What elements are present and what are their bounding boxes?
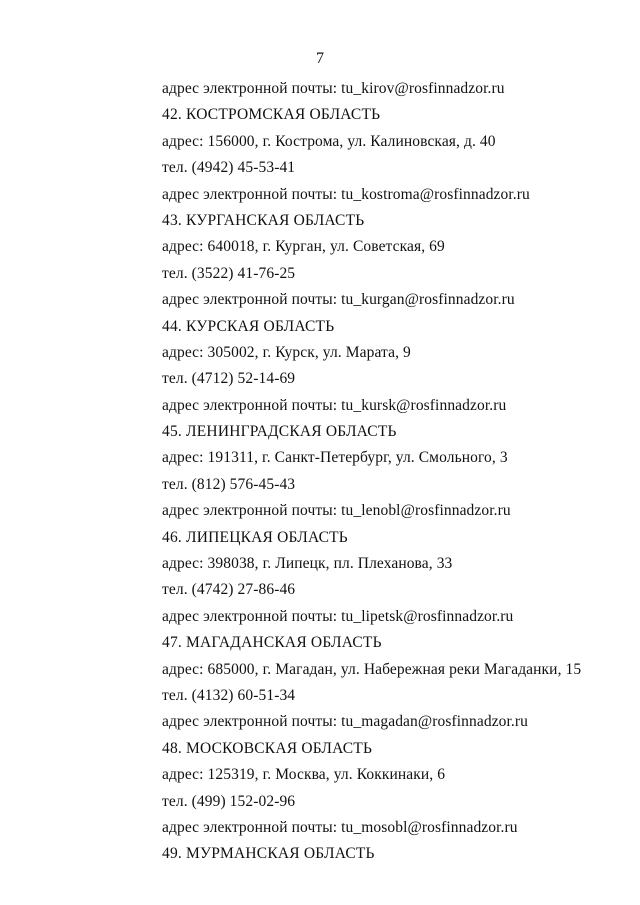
document-line: адрес: 398038, г. Липецк, пл. Плеханова, 33 <box>162 555 453 573</box>
document-line: адрес: 156000, г. Кострома, ул. Калиновская, д. 40 <box>162 132 496 150</box>
document-line: адрес: 191311, г. Санкт-Петербург, ул. Смольного, 3 <box>162 449 508 467</box>
contact-list <box>162 76 632 868</box>
document-line: адрес электронной почты: tu_lipetsk@rosfinnadzor.ru <box>162 607 514 625</box>
document-line: адрес электронной почты: tu_mosobl@rosfinnadzor.ru <box>162 818 518 836</box>
document-line: адрес электронной почты: tu_kirov@rosfinnadzor.ru <box>162 80 505 97</box>
region-heading: 48. МОСКОВСКАЯ ОБЛАСТЬ <box>162 739 373 757</box>
region-heading: 43. КУРГАНСКАЯ ОБЛАСТЬ <box>162 211 365 229</box>
document-line: адрес: 125319, г. Москва, ул. Коккинаки, 6 <box>162 766 446 784</box>
document-line: тел. (812) 576-45-43 <box>162 475 296 493</box>
document-line: тел. (499) 152-02-96 <box>162 792 296 810</box>
document-line: адрес электронной почты: tu_kurgan@rosfinnadzor.ru <box>162 291 515 309</box>
document-line: адрес: 305002, г. Курск, ул. Марата, 9 <box>162 343 411 361</box>
region-heading: 49. МУРМАНСКАЯ ОБЛАСТЬ <box>162 845 375 863</box>
document-line: адрес электронной почты: tu_kostroma@rosfinnadzor.ru <box>162 185 530 203</box>
document-line: адрес: 640018, г. Курган, ул. Советская, 69 <box>162 238 445 256</box>
document-line: адрес: 685000, г. Магадан, ул. Набережная реки Магаданки, 15 <box>162 660 582 678</box>
document-line: тел. (4132) 60-51-34 <box>162 686 296 704</box>
document-line: тел. (4712) 52-14-69 <box>162 370 296 388</box>
document-line: тел. (4742) 27-86-46 <box>162 581 296 599</box>
region-heading: 47. МАГАДАНСКАЯ ОБЛАСТЬ <box>162 634 382 652</box>
document-line: адрес электронной почты: tu_kursk@rosfinnadzor.ru <box>162 396 507 414</box>
document-line: адрес электронной почты: tu_magadan@rosfinnadzor.ru <box>162 713 529 731</box>
document-line: адрес электронной почты: tu_lenobl@rosfinnadzor.ru <box>162 502 511 520</box>
page-number: 7 <box>316 50 324 67</box>
region-heading: 45. ЛЕНИНГРАДСКАЯ ОБЛАСТЬ <box>162 423 397 441</box>
document-line: тел. (4942) 45-53-41 <box>162 159 296 177</box>
document-line: тел. (3522) 41-76-25 <box>162 264 296 282</box>
region-heading: 44. КУРСКАЯ ОБЛАСТЬ <box>162 317 335 335</box>
region-heading: 42. КОСТРОМСКАЯ ОБЛАСТЬ <box>162 106 381 124</box>
region-heading: 46. ЛИПЕЦКАЯ ОБЛАСТЬ <box>162 528 348 546</box>
